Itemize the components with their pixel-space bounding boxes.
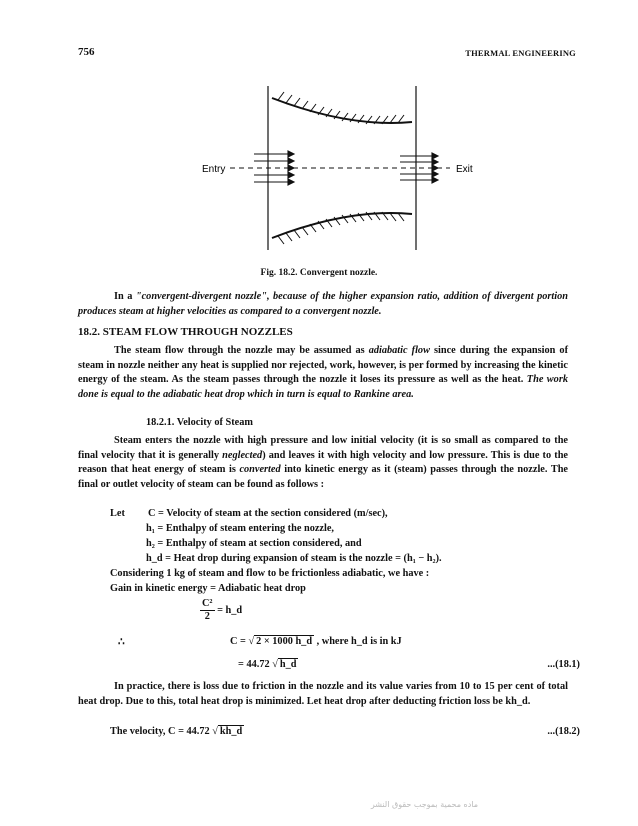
running-title: THERMAL ENGINEERING [465, 48, 576, 58]
ke-equation: $\frac{\text{C²}}{2}$ = h_d [202, 598, 243, 622]
page-number: 756 [78, 46, 95, 58]
nozzle-figure [150, 78, 510, 258]
section-heading: 18.2. STEAM FLOW THROUGH NOZZLES [78, 326, 293, 338]
equation-number-18-1: ...(18.1) [547, 659, 580, 670]
top-nozzle-wall [272, 98, 412, 123]
friction-velocity-equation: The velocity, C = 44.72 √ kh_d [110, 726, 243, 737]
section-paragraph: The steam flow through the nozzle may be assumed as adiabatic flow since during the expansion of steam in nozzle neither any heat is supplied nor rejected, work, however, is per formed by increasing the kinetic energy of the steam. As the steam passes through the nozzle it loses its pressure as well as the heat. The work done is equal to the adiabatic heat drop which in turn is equal to Rankine area. [78, 345, 568, 400]
entry-label: Entry [202, 164, 226, 175]
intro-lead: In a [114, 291, 136, 302]
bottom-nozzle-wall [272, 213, 412, 238]
bottom-wall-hatching [278, 212, 404, 244]
hd-definition: h_d = Heat drop during expansion of steam is the nozzle = (h₁ − h₂). [146, 553, 442, 564]
subsection-paragraph: Steam enters the nozzle with high pressure and low initial velocity (it is so small as compared to the final velocity that it is generally neglected) and leaves it with high velocity and low pressure. This is due to the reason that heat energy of steam is converted into kinetic energy as it (steam) passes through the nozzle. The final or outlet velocity of steam can be found as follows : [78, 435, 569, 490]
subsection-heading: 18.2.1. Velocity of Steam [146, 417, 253, 428]
h2-definition: h₂ = Enthalpy of steam at section considered, and [146, 538, 362, 549]
considering-line: Considering 1 kg of steam and flow to be frictionless adiabatic, we have : [110, 568, 430, 579]
top-wall-hatching [278, 92, 404, 124]
therefore-symbol: ∴ [118, 637, 125, 648]
intro-paragraph [78, 290, 568, 319]
gain-line: Gain in kinetic energy = Adiabatic heat drop [110, 583, 306, 594]
h1-definition: h₁ = Enthalpy of steam entering the nozzle, [146, 523, 334, 534]
figure-caption: Fig. 18.2. Convergent nozzle. [260, 268, 378, 278]
friction-paragraph: In practice, there is loss due to friction in the nozzle and its value varies from 10 to 15 per cent of total heat drop. Due to this, total heat drop is minimized. Let heat drop after deducting friction loss be kh_d. [78, 681, 568, 707]
c-definition: C = Velocity of steam at the section considered (m/sec), [148, 508, 388, 519]
intro-italic: "convergent-divergent nozzle", because of the higher expansion ratio, addition of divergent portion produces steam at higher velocities as compared to a convergent nozzle. [78, 291, 568, 317]
nozzle-diagram [150, 78, 510, 258]
velocity-equation-simplified: = 44.72 √ h_d [238, 659, 297, 670]
c-squared-fraction: $\frac{\text{C²}}{2}$ [202, 598, 213, 622]
copyright-watermark: ماده محمية بموجب حقوق النشر [370, 800, 478, 809]
let-label: Let [110, 508, 125, 519]
equation-number-18-2: ...(18.2) [547, 726, 580, 737]
velocity-equation: C = √ 2 × 1000 h_d , where h_d is in kJ [230, 636, 402, 647]
exit-label: Exit [456, 164, 473, 175]
